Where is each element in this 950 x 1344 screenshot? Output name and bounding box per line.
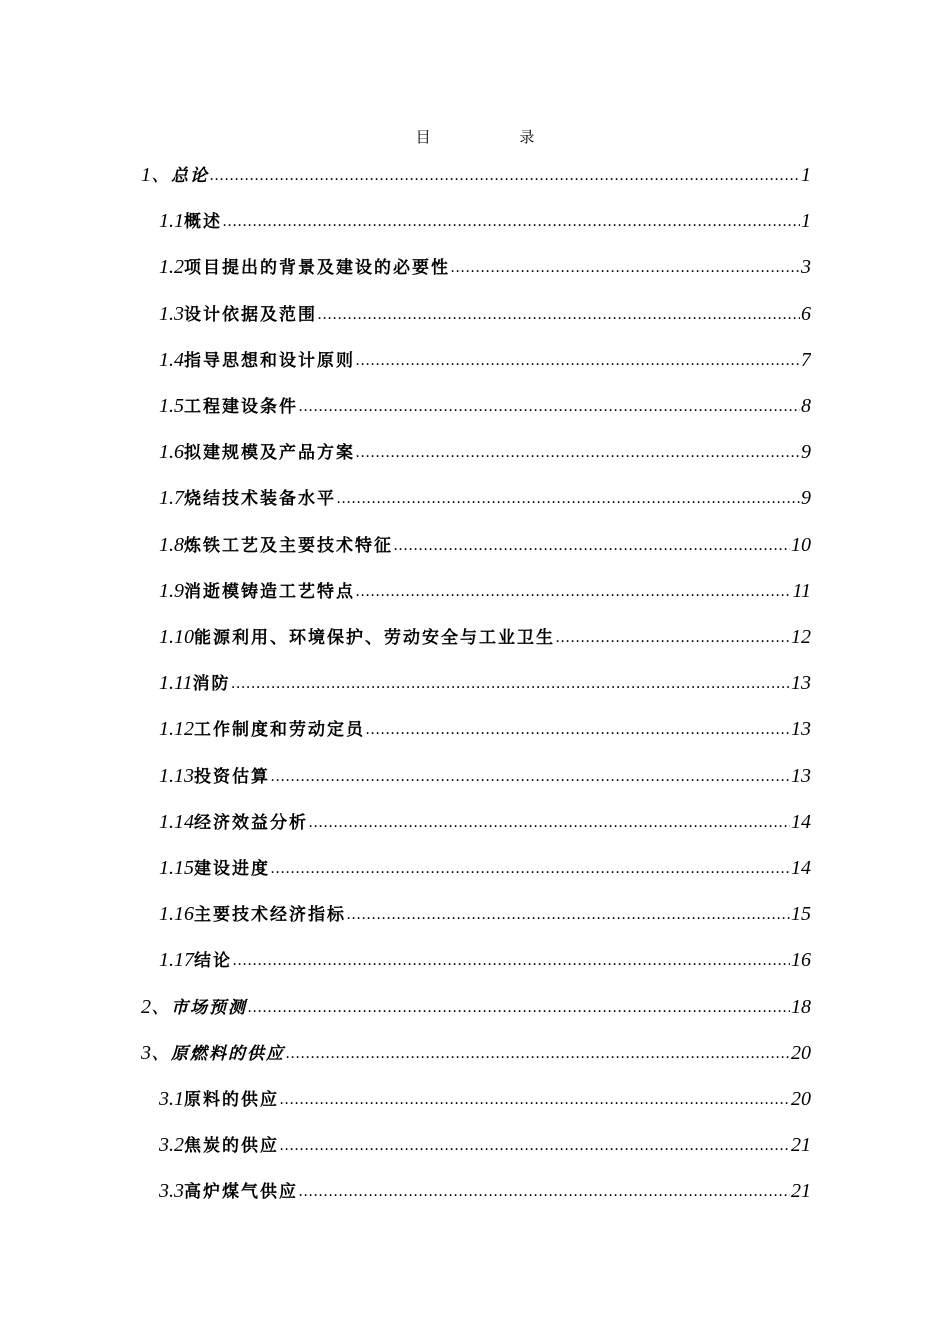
toc-entry-label: 设计依据及范围 [184,304,317,325]
toc-entry-number: 1.15 [159,857,194,879]
toc-entry-label: 项目提出的背景及建设的必要性 [184,258,450,279]
toc-entry[interactable] [141,160,811,190]
toc-leader-dots [356,346,800,375]
toc-entry-number: 3.2 [159,1134,184,1157]
toc-entry[interactable] [159,206,811,236]
toc-entry-number: 3.1 [159,1088,184,1110]
toc-entry-number: 1.14 [159,810,194,833]
toc-entry[interactable] [159,668,811,698]
toc-leader-dots [248,993,790,1022]
toc-entry-label: 结论 [194,951,232,972]
toc-entry[interactable] [159,252,811,282]
toc-leader-dots [210,161,800,190]
toc-entry-label: 总论 [171,166,209,186]
toc-leader-dots [271,762,790,791]
toc-entry-number: 1.7 [159,487,184,510]
toc-entry-label: 消防 [192,674,231,695]
toc-leader-dots [233,946,790,975]
toc-entry-label: 炼铁工艺及主要技术特征 [184,535,393,556]
toc-entry[interactable] [159,391,811,421]
toc-leader-dots [280,1131,790,1160]
toc-entry-page-number: 9 [801,441,811,464]
toc-entry-page-number: 12 [791,626,811,648]
toc-entry[interactable] [159,853,811,883]
toc-entry-page-number: 15 [791,903,811,926]
toc-entry-page-number: 14 [791,857,811,879]
toc-leader-dots [223,207,800,236]
toc-entry[interactable] [159,761,811,791]
toc-entry[interactable] [159,622,811,652]
toc-entry-number: 1、 [141,164,171,186]
toc-entry-label: 概述 [184,212,222,233]
toc-leader-dots [337,484,800,513]
toc-entry[interactable] [159,899,811,929]
toc-entry-label: 高炉煤气供应 [184,1182,298,1203]
toc-leader-dots [394,531,790,560]
toc-entry-number: 1.10 [159,626,194,648]
toc-entry-page-number: 13 [791,764,811,787]
toc-leader-dots [356,438,800,467]
toc-entry-page-number: 14 [791,810,811,833]
toc-entry-number: 3、 [141,1041,171,1064]
toc-entry-page-number: 20 [791,1041,811,1064]
toc-entry-page-number: 21 [791,1180,811,1203]
toc-leader-dots [299,392,800,421]
toc-entry[interactable] [141,1038,811,1068]
toc-entry-number: 1.1 [159,210,184,233]
toc-entry-number: 1.9 [159,579,184,602]
toc-entry-label: 工作制度和劳动定员 [194,720,365,741]
toc-entry[interactable] [159,437,811,467]
toc-entry[interactable] [159,945,811,975]
toc-entry-label: 工程建设条件 [184,397,298,417]
toc-entry-page-number: 13 [791,718,811,741]
page-title: 目 录 [415,128,577,146]
toc-entry[interactable] [159,1084,811,1114]
toc-entry-label: 投资估算 [194,766,270,787]
toc-entry-number: 1.17 [159,949,194,972]
toc-entry-page-number: 6 [801,302,811,325]
toc-leader-dots [286,1039,790,1068]
toc-entry-page-number: 13 [791,672,811,695]
toc-entry-number: 1.2 [159,256,184,279]
toc-entry-page-number: 9 [801,487,811,510]
toc-leader-dots [280,1085,790,1114]
toc-leader-dots [556,623,790,652]
toc-leader-dots [318,300,800,329]
toc-leader-dots [356,577,791,606]
toc-entry-page-number: 1 [801,164,811,186]
toc-entry-label: 经济效益分析 [194,812,308,833]
toc-entry-number: 1.8 [159,533,184,556]
toc-leader-dots [271,854,790,883]
toc-entry[interactable] [159,714,811,744]
toc-entry[interactable] [159,483,811,513]
toc-entry-label: 建设进度 [194,859,270,879]
toc-entry-page-number: 11 [792,579,811,602]
toc-entry-number: 3.3 [159,1180,184,1203]
toc-entry-number: 1.11 [159,672,193,695]
toc-entry[interactable] [141,992,811,1022]
toc-entry-page-number: 20 [791,1088,811,1110]
toc-entry-number: 1.5 [159,395,184,417]
toc-entry-number: 2、 [141,995,171,1018]
toc-leader-dots [232,669,790,698]
toc-entry-label: 消逝模铸造工艺特点 [184,581,355,602]
toc-entry-number: 1.16 [159,903,194,926]
toc-leader-dots [366,715,790,744]
toc-entry-label: 烧结技术装备水平 [184,489,336,510]
toc-entry-label: 焦炭的供应 [184,1136,279,1157]
toc-leader-dots [299,1177,790,1206]
toc-entry-page-number: 1 [801,210,811,233]
toc-entry-page-number: 16 [791,949,811,972]
toc-entry-label: 指导思想和设计原则 [184,350,355,371]
toc-entry[interactable] [159,530,811,560]
toc-entry-number: 1.13 [159,764,194,787]
toc-entry-number: 1.3 [159,302,184,325]
toc-entry-label: 原料的供应 [184,1090,279,1110]
toc-entry-page-number: 7 [801,348,811,371]
toc-leader-dots [309,808,790,837]
toc-entry-page-number: 3 [801,256,811,279]
toc-entry-page-number: 10 [791,533,811,556]
toc-entry-label: 原燃料的供应 [171,1043,285,1064]
toc-leader-dots [347,900,790,929]
toc-entry-label: 拟建规模及产品方案 [184,443,355,464]
toc-entry-page-number: 21 [791,1134,811,1157]
toc-leader-dots [451,253,800,282]
toc-entry-label: 主要技术经济指标 [194,905,346,926]
toc-entry[interactable] [159,1176,811,1206]
toc-entry-label: 能源利用、环境保护、劳动安全与工业卫生 [194,628,555,648]
toc-entry[interactable] [159,345,811,375]
toc-entry[interactable] [159,299,811,329]
toc-entry-page-number: 8 [801,395,811,417]
toc-entry-number: 1.4 [159,348,184,371]
toc-entry-label: 市场预测 [171,997,247,1018]
toc-entry-page-number: 18 [791,995,811,1018]
toc-entry-number: 1.6 [159,441,184,464]
toc-entry-number: 1.12 [159,718,194,741]
toc-entry[interactable] [159,1130,811,1160]
toc-entry[interactable] [159,576,811,606]
toc-entry[interactable] [159,807,811,837]
